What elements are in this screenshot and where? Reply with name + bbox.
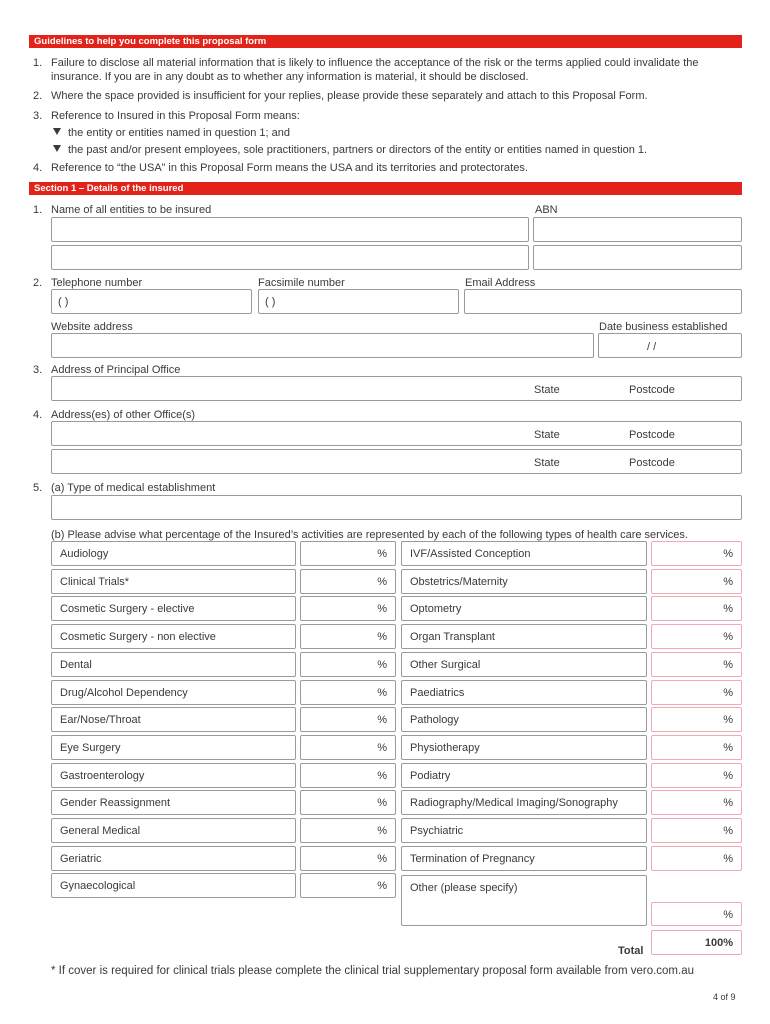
service-percentage-field[interactable]	[300, 735, 396, 760]
service-label-cell	[401, 680, 647, 705]
service-percentage-field[interactable]	[300, 652, 396, 677]
service-label-cell	[51, 624, 296, 649]
service-label-cell	[51, 790, 296, 815]
service-percentage-field[interactable]	[651, 790, 742, 815]
service-label-cell	[51, 873, 296, 898]
postcode-label: Postcode	[629, 384, 675, 396]
percent-sign: %	[723, 659, 733, 671]
guideline-number: 1.	[33, 57, 43, 69]
service-label: Audiology	[60, 548, 109, 560]
percent-sign: %	[723, 853, 733, 865]
service-label: Psychiatric	[410, 825, 464, 837]
service-label-cell	[51, 596, 296, 621]
section1-header: Section 1 – Details of the insured	[29, 182, 742, 195]
service-percentage-field[interactable]	[651, 680, 742, 705]
principal-office-address-field[interactable]	[51, 376, 742, 401]
service-label-cell	[401, 735, 647, 760]
percent-sign: %	[377, 603, 387, 615]
percent-sign: %	[723, 742, 733, 754]
telephone-field[interactable]	[51, 289, 252, 314]
other-specify-field[interactable]	[401, 875, 647, 926]
service-label-cell	[51, 680, 296, 705]
service-percentage-field[interactable]	[651, 735, 742, 760]
service-label-cell	[401, 596, 647, 621]
service-percentage-field[interactable]	[651, 818, 742, 843]
facsimile-label: Facsimile number	[258, 277, 345, 289]
service-label-cell	[401, 846, 647, 871]
facsimile-placeholder: ( )	[265, 296, 276, 308]
service-percentage-field[interactable]	[300, 596, 396, 621]
guideline-text: Reference to Insured in this Proposal Form means:	[51, 110, 300, 122]
guideline-number: 3.	[33, 110, 43, 122]
guideline-text: Failure to disclose all material information that is likely to influence the acceptance of the risk or the terms applied could invalidate the insurance. If you are in any doubt as to whether any information is material, it should be disclosed.	[51, 57, 699, 83]
service-percentage-field[interactable]	[300, 707, 396, 732]
percent-sign: %	[723, 909, 733, 921]
footnote: * If cover is required for clinical trials please complete the clinical trial supplementary proposal form available from vero.com.au	[51, 965, 695, 977]
services-percentage-label: (b) Please advise what percentage of the Insured’s activities are represented by each of the following types of health care services.	[51, 529, 688, 541]
service-percentage-field[interactable]	[300, 680, 396, 705]
percent-sign: %	[723, 714, 733, 726]
state-label: State	[534, 457, 560, 469]
establishment-type-field[interactable]	[51, 495, 742, 520]
service-label: IVF/Assisted Conception	[410, 548, 531, 560]
service-label-cell	[401, 624, 647, 649]
guideline-number: 4.	[33, 162, 43, 174]
service-label-cell	[51, 569, 296, 594]
other-specify-label: Other (please specify)	[410, 882, 518, 894]
service-label: Termination of Pregnancy	[410, 853, 535, 865]
service-label: Clinical Trials*	[60, 576, 130, 588]
service-percentage-field[interactable]	[651, 569, 742, 594]
entity-name-field[interactable]	[51, 245, 529, 270]
telephone-label: Telephone number	[51, 277, 143, 289]
other-office-address-field[interactable]	[51, 421, 742, 446]
question-number: 2.	[33, 277, 43, 289]
entities-label: Name of all entities to be insured	[51, 204, 212, 216]
service-label: Dental	[60, 659, 92, 671]
service-percentage-field[interactable]	[300, 790, 396, 815]
postcode-label: Postcode	[629, 429, 675, 441]
total-label: Total	[618, 945, 644, 957]
service-label: Gender Reassignment	[60, 797, 171, 809]
triangle-bullet-icon	[53, 145, 61, 152]
email-label: Email Address	[465, 277, 536, 289]
abn-field[interactable]	[533, 217, 742, 242]
service-label-cell	[401, 707, 647, 732]
service-percentage-field[interactable]	[300, 624, 396, 649]
percent-sign: %	[377, 714, 387, 726]
triangle-bullet-icon	[53, 128, 61, 135]
service-label: Other Surgical	[410, 659, 481, 671]
service-label-cell	[51, 763, 296, 788]
percent-sign: %	[377, 880, 387, 892]
percent-sign: %	[723, 825, 733, 837]
percent-sign: %	[723, 797, 733, 809]
percent-sign: %	[377, 825, 387, 837]
other-percentage-field[interactable]	[651, 902, 742, 926]
percent-sign: %	[377, 770, 387, 782]
service-percentage-field[interactable]	[651, 596, 742, 621]
service-label: Podiatry	[410, 770, 451, 782]
service-percentage-field[interactable]	[300, 763, 396, 788]
other-offices-label: Address(es) of other Office(s)	[51, 409, 196, 421]
bullet-text: the past and/or present employees, sole practitioners, partners or directors of the entity or entities named in question 1.	[68, 144, 648, 156]
service-label: Geriatric	[60, 853, 102, 865]
service-percentage-field[interactable]	[300, 818, 396, 843]
question-number: 5.	[33, 482, 43, 494]
guidelines-header: Guidelines to help you complete this proposal form	[29, 35, 742, 48]
percent-sign: %	[723, 548, 733, 560]
service-percentage-field[interactable]	[651, 846, 742, 871]
service-label-cell	[51, 707, 296, 732]
date-placeholder: / /	[647, 341, 657, 353]
entity-name-field[interactable]	[51, 217, 529, 242]
service-percentage-field[interactable]	[651, 763, 742, 788]
service-label-cell	[401, 652, 647, 677]
percent-sign: %	[377, 797, 387, 809]
service-percentage-field[interactable]	[300, 541, 396, 566]
percent-sign: %	[377, 576, 387, 588]
service-label-cell	[51, 541, 296, 566]
telephone-placeholder: ( )	[58, 296, 69, 308]
service-label: Ear/Nose/Throat	[60, 714, 141, 726]
percent-sign: %	[377, 548, 387, 560]
percent-sign: %	[377, 631, 387, 643]
service-label: Organ Transplant	[410, 631, 495, 643]
service-label-cell	[51, 818, 296, 843]
service-label: Cosmetic Surgery - elective	[60, 603, 195, 615]
percent-sign: %	[723, 603, 733, 615]
date-established-label: Date business established	[599, 321, 728, 333]
percent-sign: %	[377, 659, 387, 671]
service-percentage-field[interactable]	[651, 624, 742, 649]
service-label-cell	[401, 763, 647, 788]
bullet-item	[53, 143, 647, 157]
website-label: Website address	[51, 321, 133, 333]
facsimile-field[interactable]	[258, 289, 459, 314]
date-established-field[interactable]	[598, 333, 742, 358]
email-field[interactable]	[464, 289, 742, 314]
service-label: Paediatrics	[410, 687, 465, 699]
service-label: Optometry	[410, 603, 462, 615]
service-percentage-field[interactable]	[300, 873, 396, 898]
percent-sign: %	[723, 687, 733, 699]
percent-sign: %	[723, 770, 733, 782]
percent-sign: %	[377, 687, 387, 699]
service-label: Cosmetic Surgery - non elective	[60, 631, 216, 643]
service-label: Drug/Alcohol Dependency	[60, 687, 188, 699]
page-number: 4 of 9	[713, 992, 736, 1002]
total-value: 100%	[704, 937, 733, 949]
percent-sign: %	[723, 576, 733, 588]
percent-sign: %	[377, 742, 387, 754]
bullet-item	[53, 126, 290, 140]
service-percentage-field[interactable]	[651, 541, 742, 566]
service-label: General Medical	[60, 825, 141, 837]
other-office-address-field[interactable]	[51, 449, 742, 474]
state-label: State	[534, 384, 560, 396]
percent-sign: %	[377, 853, 387, 865]
principal-office-label: Address of Principal Office	[51, 364, 181, 376]
website-field[interactable]	[51, 333, 594, 358]
service-percentage-field[interactable]	[300, 569, 396, 594]
bullet-text: the entity or entities named in question 1; and	[68, 127, 290, 139]
guideline-number: 2.	[33, 90, 43, 102]
service-percentage-field[interactable]	[300, 846, 396, 871]
service-percentage-field[interactable]	[651, 652, 742, 677]
service-label: Physiotherapy	[410, 742, 480, 754]
service-label-cell	[401, 569, 647, 594]
service-label-cell	[401, 790, 647, 815]
guideline-text: Where the space provided is insufficient for your replies, please provide these separately and attach to this Proposal Form.	[51, 90, 648, 102]
service-label: Radiography/Medical Imaging/Sonography	[410, 797, 618, 809]
service-label-cell	[401, 818, 647, 843]
establishment-type-label: (a) Type of medical establishment	[51, 482, 216, 494]
question-number: 1.	[33, 204, 43, 216]
service-label-cell	[51, 735, 296, 760]
abn-field[interactable]	[533, 245, 742, 270]
postcode-label: Postcode	[629, 457, 675, 469]
service-label: Gastroenterology	[60, 770, 145, 782]
service-label-cell	[51, 652, 296, 677]
question-number: 3.	[33, 364, 43, 376]
service-label: Eye Surgery	[60, 742, 121, 754]
abn-label: ABN	[535, 204, 558, 216]
percent-sign: %	[723, 631, 733, 643]
service-label: Pathology	[410, 714, 459, 726]
service-label-cell	[401, 541, 647, 566]
service-label: Obstetrics/Maternity	[410, 576, 508, 588]
service-label: Gynaecological	[60, 880, 136, 892]
service-label-cell	[51, 846, 296, 871]
state-label: State	[534, 429, 560, 441]
guideline-text: Reference to “the USA” in this Proposal Form means the USA and its territories and protectorates.	[51, 162, 528, 174]
question-number: 4.	[33, 409, 43, 421]
service-percentage-field[interactable]	[651, 707, 742, 732]
total-percentage-field	[651, 930, 742, 955]
